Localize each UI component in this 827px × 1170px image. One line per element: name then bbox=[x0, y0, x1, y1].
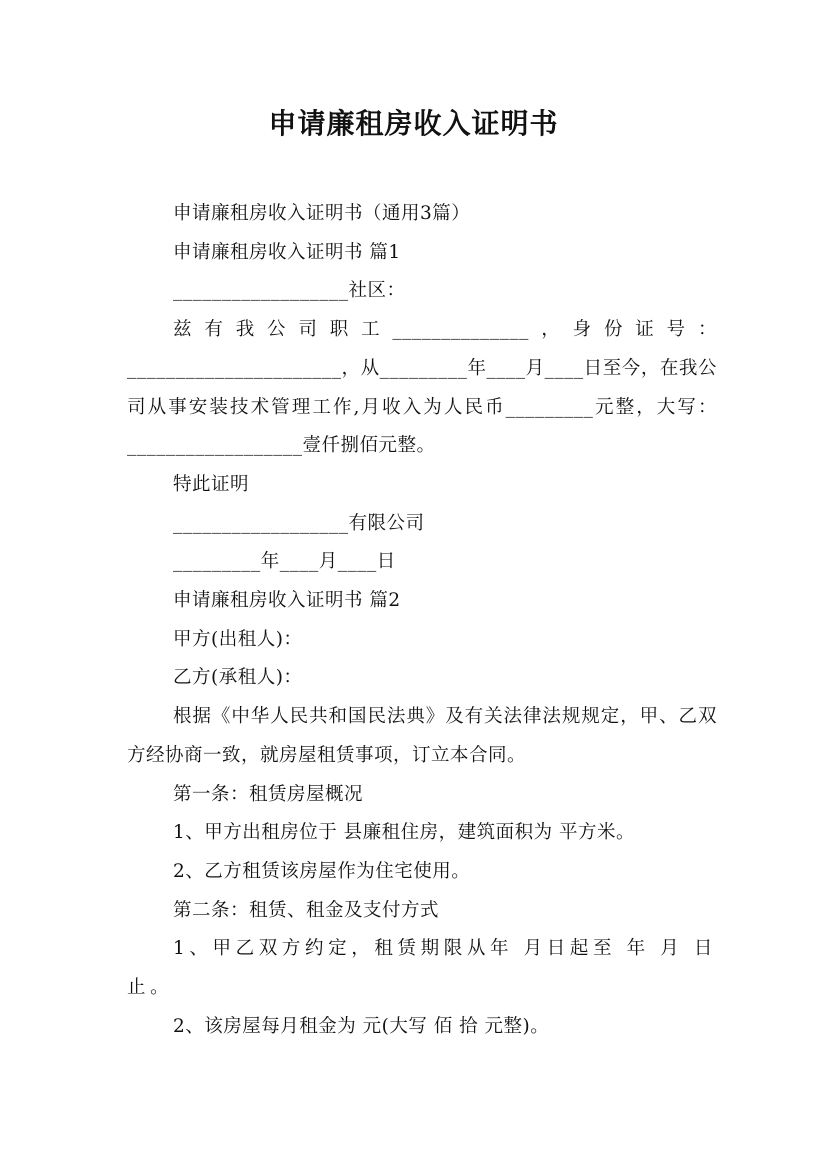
paragraph-subtitle: 申请廉租房收入证明书（通用3篇） bbox=[173, 203, 471, 224]
paragraph-certification-text: 兹有我公司职工______________，身份证号：______________________，从_________年____月____日至今，在我公司从事安装技术管理工作,月收入为人民币_________元整，大写：__________________壹仟捌佰元整。 bbox=[127, 319, 717, 457]
paragraph-article-1-item-1: 1、甲方出租房位于 县廉租住房，建筑面积为 平方米。 bbox=[173, 822, 636, 844]
document-body bbox=[127, 195, 717, 1046]
paragraph-legal-basis: 根据《中华人民共和国民法典》及有关法律法规规定，甲、乙双方经协商一致，就房屋租赁事项，订立本合同。 bbox=[127, 706, 717, 766]
paragraph-article-2-item-2: 2、该房屋每月租金为 元(大写 佰 拾 元整)。 bbox=[173, 1015, 550, 1037]
paragraph-party-a: 甲方(出租人)： bbox=[173, 628, 303, 650]
paragraph-article-1-item-2: 2、乙方租赁该房屋作为住宅使用。 bbox=[173, 860, 471, 882]
paragraph-section-1-heading: 申请廉租房收入证明书 篇1 bbox=[173, 241, 401, 263]
paragraph-hereby-certify: 特此证明 bbox=[173, 473, 250, 495]
paragraph-community: __________________社区： bbox=[173, 280, 406, 302]
paragraph-section-2-heading: 申请廉租房收入证明书 篇2 bbox=[173, 590, 401, 612]
paragraph-date: _________年____月____日 bbox=[173, 551, 396, 573]
paragraph-article-2-item-1: 1、甲乙双方约定，租赁期限从年 月日起至 年 月 日止。 bbox=[127, 938, 717, 999]
paragraph-company-signature: __________________有限公司 bbox=[173, 512, 425, 534]
document-title: 申请廉租房收入证明书 bbox=[268, 107, 559, 140]
paragraph-party-b: 乙方(承租人)： bbox=[173, 667, 303, 689]
paragraph-article-1: 第一条：租赁房屋概况 bbox=[173, 783, 364, 805]
paragraph-article-2: 第二条：租赁、租金及支付方式 bbox=[173, 899, 440, 921]
